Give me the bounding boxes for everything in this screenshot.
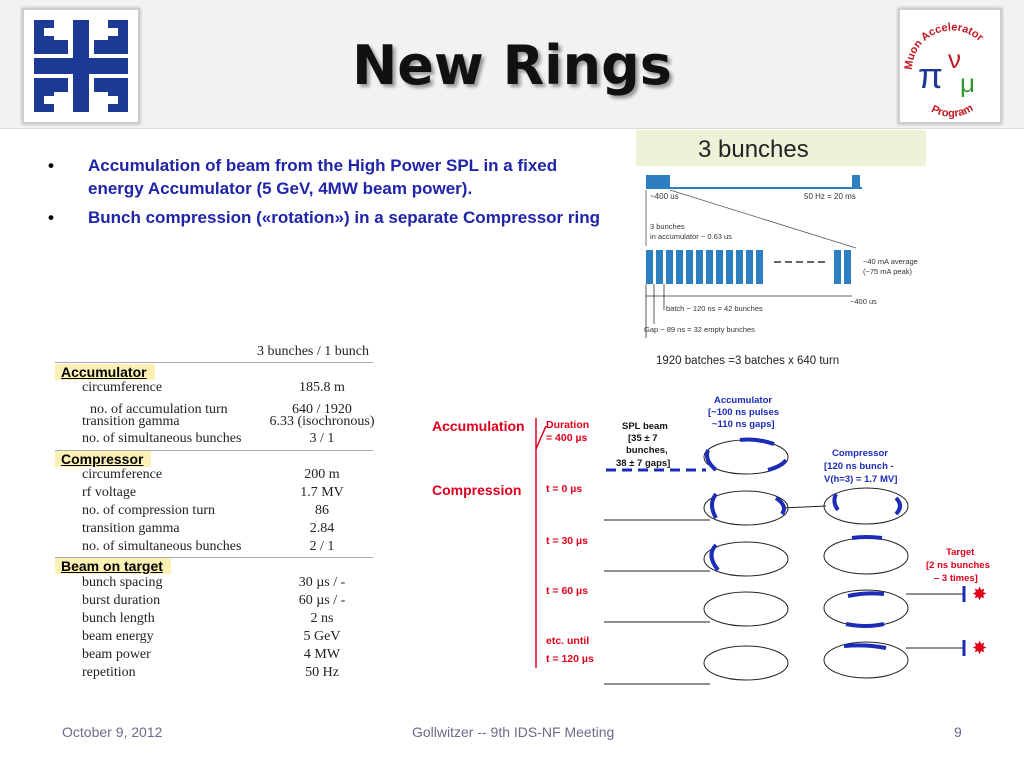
spl-label-2: [35 ± 7 <box>628 433 658 444</box>
accumulator-label-2: [~100 ns pulses <box>708 407 780 418</box>
row-label: circumference <box>82 467 163 482</box>
nu-symbol-icon: ν <box>948 44 961 74</box>
svg-text:Program <box>929 102 975 120</box>
time-120: t = 120 µs <box>546 653 594 665</box>
bullet-item <box>44 206 604 229</box>
section-beam-on-target: Beam on target <box>55 558 171 574</box>
row-label: bunch spacing <box>82 575 163 590</box>
time-etc: etc. until <box>546 635 590 647</box>
timing-heading: 3 bunches <box>698 136 809 163</box>
gap-label: Gap ~ 89 ns = 32 empty bunches <box>644 325 755 334</box>
table-row <box>52 539 382 557</box>
label-400us-b: ~400 us <box>850 297 877 306</box>
target-label-1: Target <box>946 547 975 558</box>
table-row <box>52 380 382 398</box>
table-row <box>52 431 382 449</box>
rings-diagram <box>426 388 1016 690</box>
table-divider <box>55 362 373 363</box>
section-compressor: Compressor <box>55 451 151 467</box>
red-vertical-line <box>536 426 546 449</box>
muon-accelerator-logo <box>898 8 1002 124</box>
table-row <box>52 665 382 683</box>
row-value: 86 <box>315 503 329 518</box>
compressor-label-3: V(h=3) = 1.7 MV] <box>824 474 898 485</box>
duration-value: = 400 µs <box>546 432 588 444</box>
row-label: no. of simultaneous bunches <box>82 431 242 446</box>
bullet-dot: • <box>48 156 54 175</box>
target-label-2: [2 ns bunches <box>926 560 990 571</box>
row-label: beam power <box>82 647 151 662</box>
table-row <box>52 485 382 503</box>
row-label: no. of simultaneous bunches <box>82 539 242 554</box>
spl-label-3: bunches, <box>626 445 668 456</box>
row-value: 50 Hz <box>305 665 339 680</box>
row-value: 6.33 (isochronous) <box>269 414 375 429</box>
page-title: New Rings <box>352 34 672 97</box>
table-column-header: 3 bunches / 1 bunch <box>257 344 369 359</box>
timing-pulses <box>646 175 860 187</box>
spl-label-4: 38 ± 7 gaps] <box>616 458 671 469</box>
row-value: 30 µs / - <box>298 575 346 590</box>
timing-caption: 1920 batches =3 batches x 640 turn <box>656 355 840 367</box>
row-label: circumference <box>82 380 163 395</box>
footer-page-number: 9 <box>954 724 962 740</box>
mu-symbol-icon: μ <box>960 68 975 98</box>
table-header-row <box>52 344 382 362</box>
row-label: no. of compression turn <box>82 503 215 518</box>
accumulation-label: Accumulation <box>432 418 525 434</box>
bullet-item <box>44 154 604 200</box>
target-label-3: – 3 times] <box>934 573 978 584</box>
transfer-lines <box>604 506 964 684</box>
row-value: 185.8 m <box>299 380 345 395</box>
accumulator-label-3: ~110 ns gaps] <box>712 419 775 430</box>
accumulator-label-1: Accumulator <box>714 395 773 406</box>
row-label: transition gamma <box>82 414 180 429</box>
avg-current: ~40 mA average <box>863 257 918 266</box>
row-value: 5 GeV <box>303 629 341 644</box>
bullet-text: Bunch compression («rotation») in a separate Compressor ring <box>88 208 601 227</box>
muon-logo-bottom-text: Program <box>929 101 976 120</box>
row-value: 1.7 MV <box>300 485 344 500</box>
compressor-label-1: Compressor <box>832 448 888 459</box>
header-bar <box>0 0 1024 129</box>
muon-logo-top-text: Muon Accelerator <box>902 21 986 71</box>
table-row <box>52 611 382 629</box>
row-value: 640 / 1920 <box>292 402 352 417</box>
table-row <box>52 575 382 593</box>
time-0: t = 0 µs <box>546 483 583 495</box>
burst-icon: ✸ <box>972 584 988 604</box>
row-value: 2 ns <box>310 611 334 626</box>
compressor-rings <box>824 488 908 678</box>
row-value: 60 µs / - <box>298 593 346 608</box>
row-label: transition gamma <box>82 521 180 536</box>
bunch-train <box>646 250 851 284</box>
row-label: no. of accumulation turn <box>90 402 228 417</box>
row-label: burst duration <box>82 593 161 608</box>
time-30: t = 30 µs <box>546 535 588 547</box>
row-value: 4 MW <box>303 647 341 662</box>
label-50hz: 50 Hz = 20 ms <box>804 192 856 201</box>
accumulator-rings <box>704 440 788 680</box>
peak-current: (~75 mA peak) <box>863 267 912 276</box>
footer-date: October 9, 2012 <box>62 724 163 740</box>
row-label: beam energy <box>82 629 154 644</box>
compression-label: Compression <box>432 482 522 498</box>
label-400us: ~400 us <box>650 192 679 201</box>
section-row <box>52 558 382 576</box>
duration-label: Duration <box>546 419 590 431</box>
row-value: 3 / 1 <box>309 431 335 446</box>
spl-label-1: SPL beam <box>622 421 668 432</box>
table-row <box>52 647 382 665</box>
pi-symbol-icon: π <box>918 55 943 96</box>
row-label: repetition <box>82 665 136 680</box>
row-value: 200 m <box>304 467 340 482</box>
table-row <box>52 414 382 432</box>
table-row <box>52 503 382 521</box>
table-row <box>52 593 382 611</box>
table-row <box>52 467 382 485</box>
row-value: 2.84 <box>309 521 335 536</box>
row-label: rf voltage <box>82 485 137 500</box>
compressor-label-2: [120 ns bunch - <box>824 461 894 472</box>
bullet-dot: • <box>48 208 54 227</box>
bullet-text: Accumulation of beam from the High Power SPL in a fixed energy Accumulator (5 GeV, 4MW beam power). <box>88 156 558 198</box>
footer-meeting: Gollwitzer -- 9th IDS-NF Meeting <box>412 724 615 740</box>
table-row <box>52 521 382 539</box>
svg-text:Muon Accelerator <box>903 21 986 70</box>
acc-note-2: in accumulator ~ 0.63 us <box>650 232 732 241</box>
acc-note-1: 3 bunches <box>650 222 685 231</box>
batch-label: batch ~ 120 ns = 42 bunches <box>666 304 763 313</box>
section-accumulator: Accumulator <box>55 364 155 380</box>
timing-diagram <box>636 128 930 374</box>
bullet-list <box>44 154 604 235</box>
row-label: bunch length <box>82 611 155 626</box>
muon-logo-graphic <box>900 10 1000 122</box>
burst-icon: ✸ <box>972 638 988 658</box>
table-row <box>52 629 382 647</box>
row-value: 2 / 1 <box>309 539 335 554</box>
time-60: t = 60 µs <box>546 585 588 597</box>
target-markers <box>964 584 987 658</box>
